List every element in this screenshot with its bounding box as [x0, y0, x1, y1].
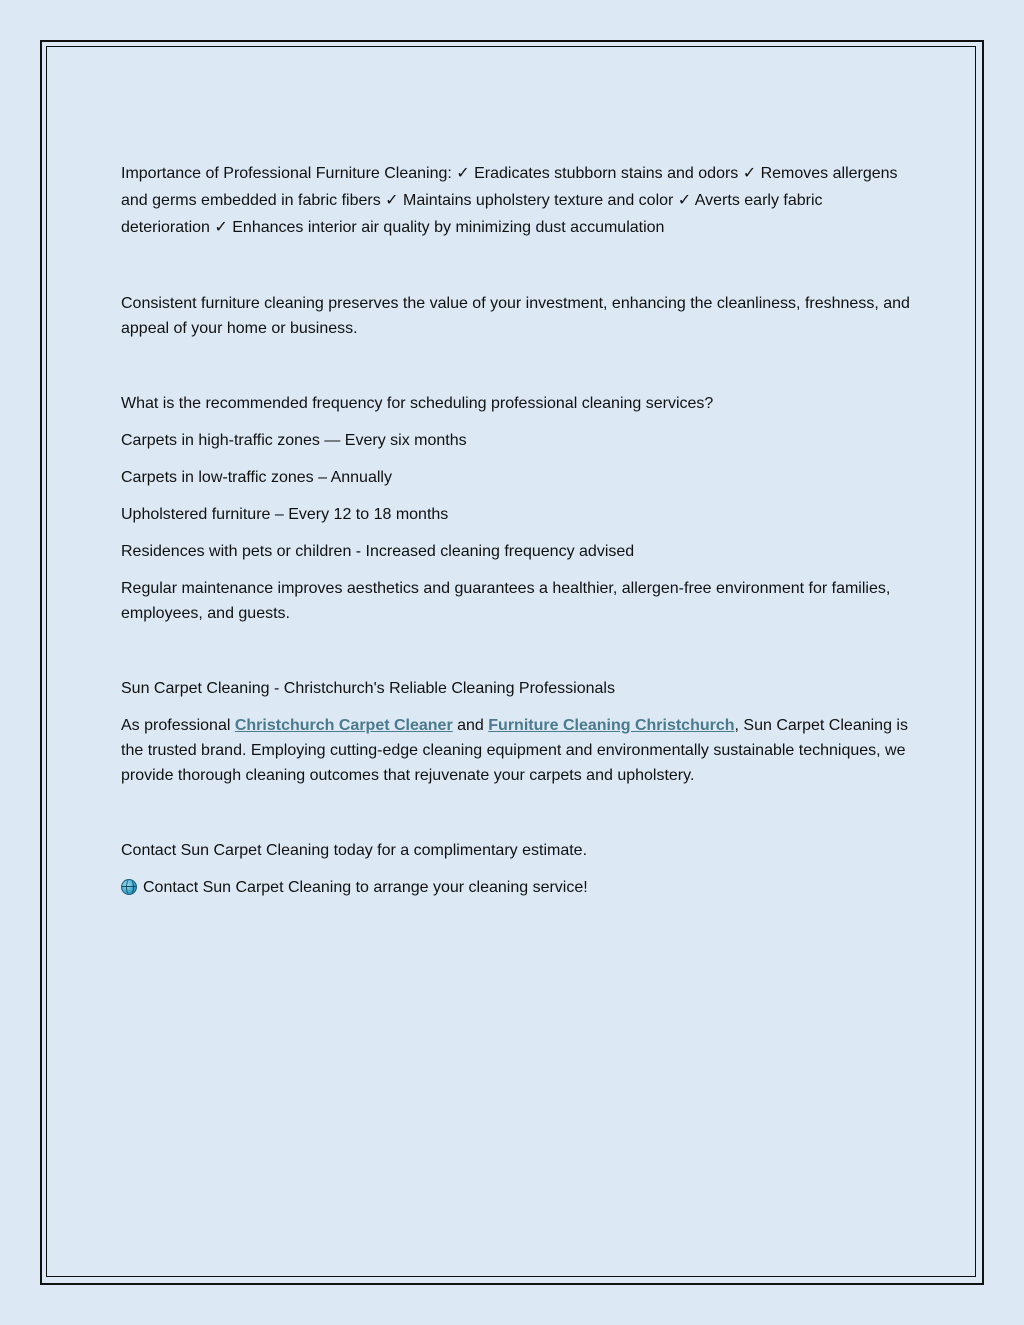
value-paragraph: Consistent furniture cleaning preserves the value of your investment, enhancing the cleanliness, freshness, and appeal of your home or business. [121, 295, 910, 337]
spacer [121, 353, 911, 391]
contact-estimate: Contact Sun Carpet Cleaning today for a complimentary estimate. [121, 842, 588, 859]
company-text-and: and [452, 717, 489, 734]
company-heading: Sun Carpet Cleaning - Christchurch's Reliable Cleaning Professionals [121, 680, 615, 697]
intro-paragraph: Importance of Professional Furniture Cleaning: ✓ Eradicates stubborn stains and odors ✓ Removes allergens and germs embedded in fabric fibers ✓ Maintains upholstery texture and color ✓ Averts early fabric deterioration ✓ Enhances interior air quality by minimizing dust accumulation [121, 165, 898, 236]
christchurch-carpet-cleaner-link[interactable]: Christchurch Carpet Cleaner [234, 717, 453, 734]
globe-icon [121, 879, 137, 895]
frequency-question: What is the recommended frequency for scheduling professional cleaning services? [121, 395, 714, 412]
furniture-cleaning-christchurch-link[interactable]: Furniture Cleaning Christchurch [488, 717, 735, 734]
spacer [121, 800, 911, 838]
contact-cta [121, 875, 911, 900]
spacer [121, 253, 911, 291]
document-body [121, 160, 911, 912]
frequency-item: Carpets in high-traffic zones — Every six months [121, 432, 467, 449]
company-paragraph [121, 713, 911, 788]
frequency-item: Residences with pets or children - Increased cleaning frequency advised [121, 543, 635, 560]
frequency-summary: Regular maintenance improves aesthetics and guarantees a healthier, allergen-free environment for families, employees, and guests. [121, 580, 891, 622]
frequency-item: Carpets in low-traffic zones – Annually [121, 469, 392, 486]
spacer [121, 638, 911, 676]
company-text-suffix: , Sun Carpet Cleaning is the trusted brand. Employing cutting-edge cleaning equipment and environmentally sustainable techniques, we provide thorough cleaning outcomes that rejuvenate your carpets and upholstery. [121, 717, 908, 784]
frequency-item: Upholstered furniture – Every 12 to 18 months [121, 506, 449, 523]
contact-cta-text: Contact Sun Carpet Cleaning to arrange your cleaning service! [143, 879, 588, 896]
company-text-prefix: As professional [121, 717, 235, 734]
